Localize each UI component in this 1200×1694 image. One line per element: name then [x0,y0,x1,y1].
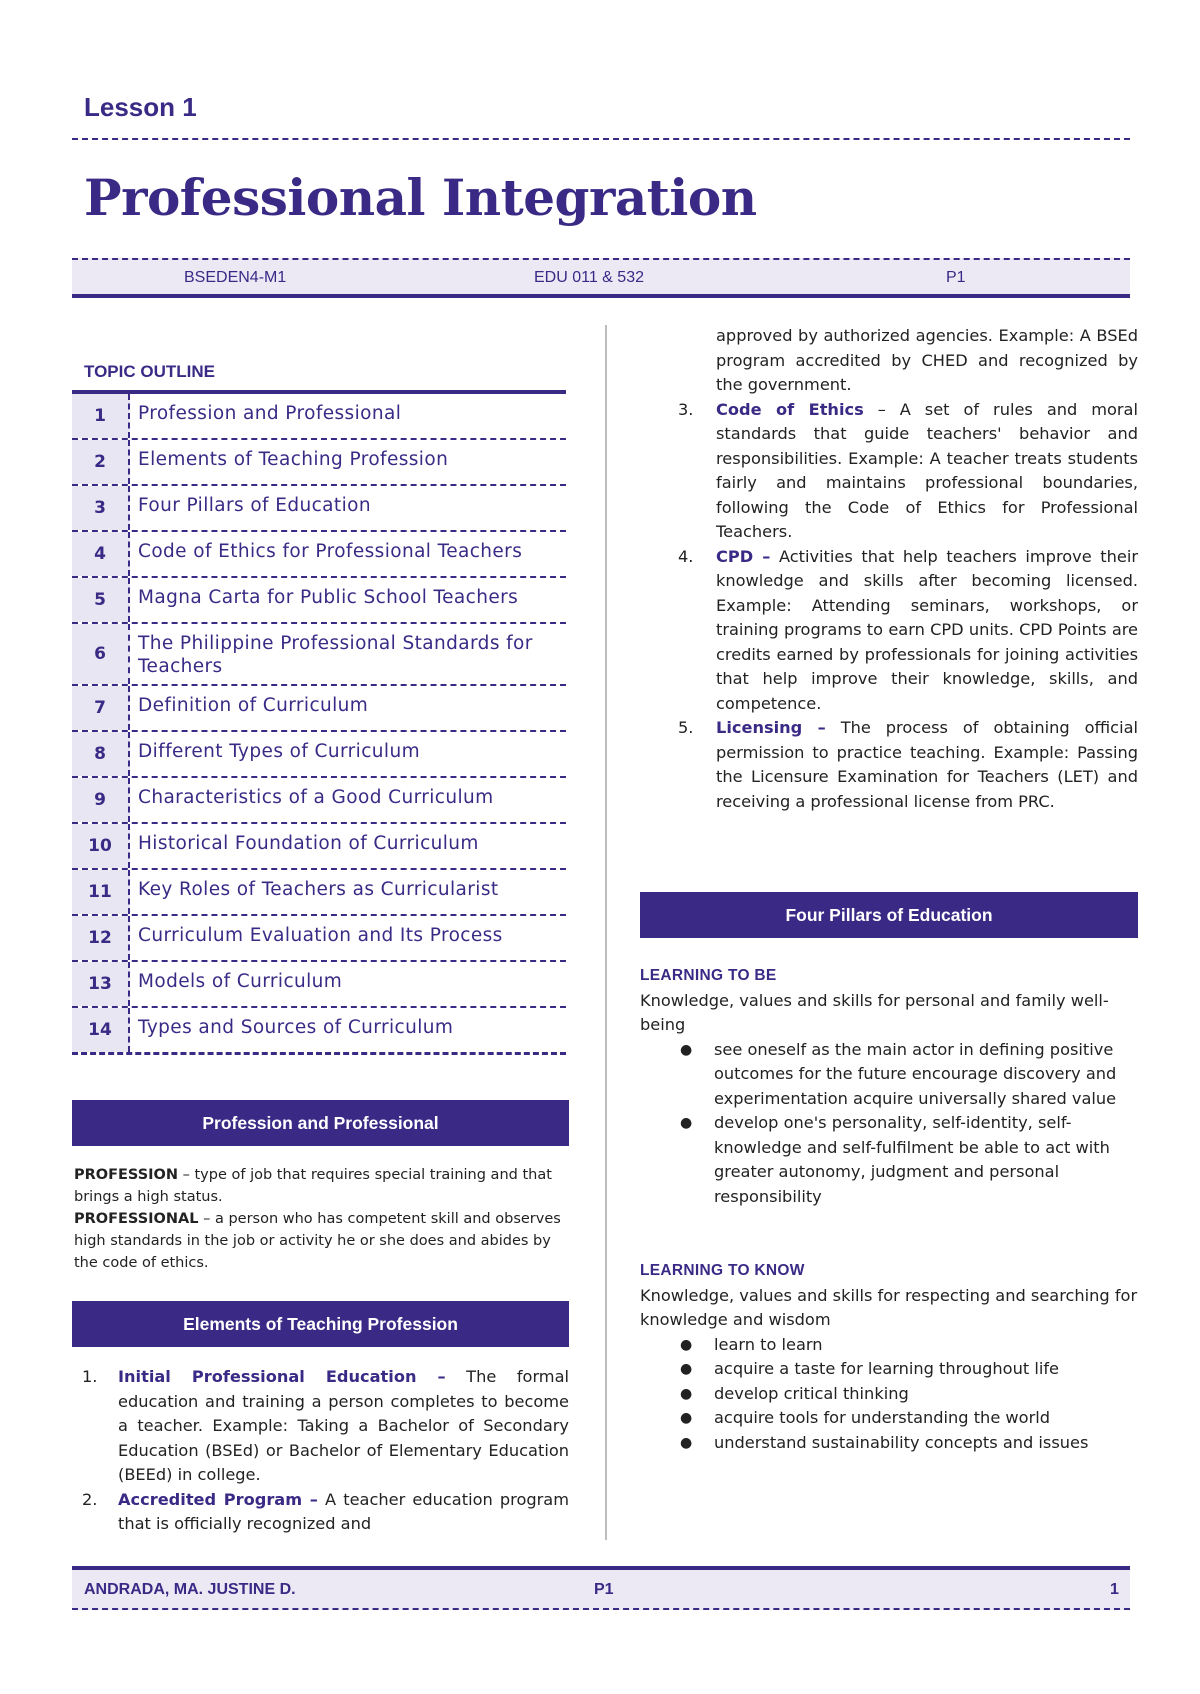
toc-label: Historical Foundation of Curriculum [138,833,479,854]
period-label: P1 [946,269,966,286]
toc-number: 10 [72,824,130,868]
toc-label: Elements of Teaching Profession [138,449,449,470]
pillar-title: LEARNING TO BE [640,967,777,984]
pillar-description: Knowledge, values and skills for respecting and searching for knowledge and wisdom [640,1285,1138,1329]
item-text: A teacher education program that is officially recognized and [118,1489,569,1533]
bullet-icon: ● [680,1410,693,1426]
section-code: BSEDEN4-M1 [184,269,287,286]
section-header-profession: Profession and Professional [72,1100,569,1146]
toc-label: Types and Sources of Curriculum [138,1017,454,1038]
page-footer [72,1566,1130,1610]
profession-definitions [74,1164,568,1274]
toc-number: 2 [72,440,130,484]
learning-to-know [640,1259,1138,1455]
item-keyword: Licensing – [716,718,826,737]
toc-row [72,962,566,1008]
toc-row [72,532,566,578]
footer-period: P1 [594,1581,614,1598]
professional-definition: PROFESSIONAL – a person who has competent skill and observes high standards in the job or activity he or she does and abides by the code of ethics. [74,1211,561,1271]
item-number: 5. [678,718,694,737]
author-name: ANDRADA, MA. JUSTINE D. [84,1581,296,1598]
bullet-item [640,1038,1138,1112]
list-item [640,398,1138,545]
toc-row [72,486,566,532]
toc-row [72,686,566,732]
toc-number: 6 [72,624,130,684]
toc-number: 4 [72,532,130,576]
bullet-text: acquire a taste for learning throughout life [714,1359,1059,1378]
column-divider [605,325,607,1540]
bullet-text: develop critical thinking [714,1383,909,1403]
section-header-elements: Elements of Teaching Profession [72,1301,569,1347]
item-text: Activities that help teachers improve their knowledge and skills after becoming licensed. Example: Attending seminars, workshops, or training programs to earn CPD units. CPD Points are credits earned by professionals for joining activities that help improve their knowledge, skills, and competence. [716,546,1138,713]
elements-list [72,1365,569,1537]
page-title: Professional Integration [84,168,757,227]
bullet-text: develop one's personality, self-identity, self-knowledge and self-fulfilment be able to act with greater autonomy, judgment and personal responsibility [714,1113,1110,1206]
toc-label: Magna Carta for Public School Teachers [138,587,519,608]
item-number: 1. [82,1367,98,1386]
toc-label: Different Types of Curriculum [138,741,421,762]
list-item [72,1488,569,1537]
profession-definition: PROFESSION – type of job that requires special training and that brings a high status. [74,1167,552,1205]
toc-number: 8 [72,732,130,776]
item-text: – A set of rules and moral standards that guide teachers' behavior and responsibilities. Example: A teacher treats students fairly and maintains professional boundaries, following the Code of Ethics for Professional Teachers. [716,399,1138,541]
toc-label: Characteristics of a Good Curriculum [138,787,494,808]
bullet-icon: ● [680,1115,693,1131]
item-text: The formal education and training a person completes to become a teacher. Example: Taking a Bachelor of Secondary Education (BSEd) or Bachelor of Elementary Education (BEEd) in college. [118,1367,569,1484]
item-keyword: Code of Ethics [716,399,864,419]
item-number: 4. [678,546,694,566]
toc-label: Profession and Professional [138,403,402,424]
bullet-item [640,1406,1138,1431]
bullet-text: learn to learn [714,1334,823,1354]
bullet-text: acquire tools for understanding the world [714,1408,1050,1427]
course-code: EDU 011 & 532 [534,269,644,286]
item-text: The process of obtaining official permission to practice teaching. Example: Passing the Licensure Examination for Teachers (LET) and receiving a professional license from PRC. [716,718,1138,811]
page-number: 1 [1110,1581,1119,1598]
item-keyword: Initial Professional Education – [118,1367,446,1386]
pillar-title: LEARNING TO KNOW [640,1262,805,1279]
item-number: 2. [82,1489,98,1509]
header-divider [72,138,1130,140]
bullet-icon: ● [680,1361,693,1377]
toc-row [72,778,566,824]
section-header-pillars: Four Pillars of Education [640,892,1138,938]
toc-row [72,870,566,916]
toc-number: 13 [72,962,130,1006]
toc-number: 11 [72,870,130,914]
bullet-text: see oneself as the main actor in defining positive outcomes for the future encourage discovery and experimentation acquire universally shared value [714,1039,1117,1108]
toc-label: Key Roles of Teachers as Curricularist [138,879,499,900]
bullet-icon: ● [680,1336,693,1353]
toc-number: 1 [72,394,130,438]
toc-row [72,1008,566,1055]
toc-number: 7 [72,686,130,730]
list-item [640,545,1138,717]
toc-row [72,440,566,486]
toc-number: 3 [72,486,130,530]
bullet-item [640,1111,1138,1209]
toc-label: Code of Ethics for Professional Teachers [138,541,523,562]
toc-number: 14 [72,1008,130,1052]
toc-heading: TOPIC OUTLINE [84,362,215,381]
bullet-icon: ● [680,1434,693,1451]
item-keyword: Accredited Program – [118,1489,318,1509]
toc-number: 9 [72,778,130,822]
item-number: 3. [678,399,694,419]
toc-label: Models of Curriculum [138,971,343,992]
bullet-icon: ● [680,1385,693,1402]
pillar-description: Knowledge, values and skills for personal and family well-being [640,990,1109,1034]
bullet-item [640,1431,1138,1456]
course-info-bar [72,258,1130,298]
item-keyword: CPD – [716,546,771,566]
toc-row [72,824,566,870]
toc-number: 5 [72,578,130,622]
bullet-item [640,1382,1138,1407]
elements-list-continued [640,324,1138,814]
bullet-item [640,1333,1138,1358]
bullet-icon: ● [680,1041,693,1058]
toc-row [72,732,566,778]
toc-row [72,578,566,624]
toc-label: Definition of Curriculum [138,695,369,716]
lesson-label: Lesson 1 [84,92,197,122]
list-item-continuation: approved by authorized agencies. Example: A BSEd program accredited by CHED and recognized by the government. [716,326,1138,394]
bullet-item [640,1357,1138,1382]
toc-row [72,916,566,962]
toc-label: Four Pillars of Education [138,495,371,516]
learning-to-be [640,964,1138,1209]
toc-number: 12 [72,916,130,960]
toc-label: Curriculum Evaluation and Its Process [138,925,503,946]
toc-label: The Philippine Professional Standards for Teachers [138,633,533,677]
toc-row [72,624,566,686]
list-item [640,716,1138,814]
topic-outline-table [72,390,566,1055]
bullet-text: understand sustainability concepts and issues [714,1432,1089,1452]
list-item [72,1365,569,1488]
toc-row [72,394,566,440]
